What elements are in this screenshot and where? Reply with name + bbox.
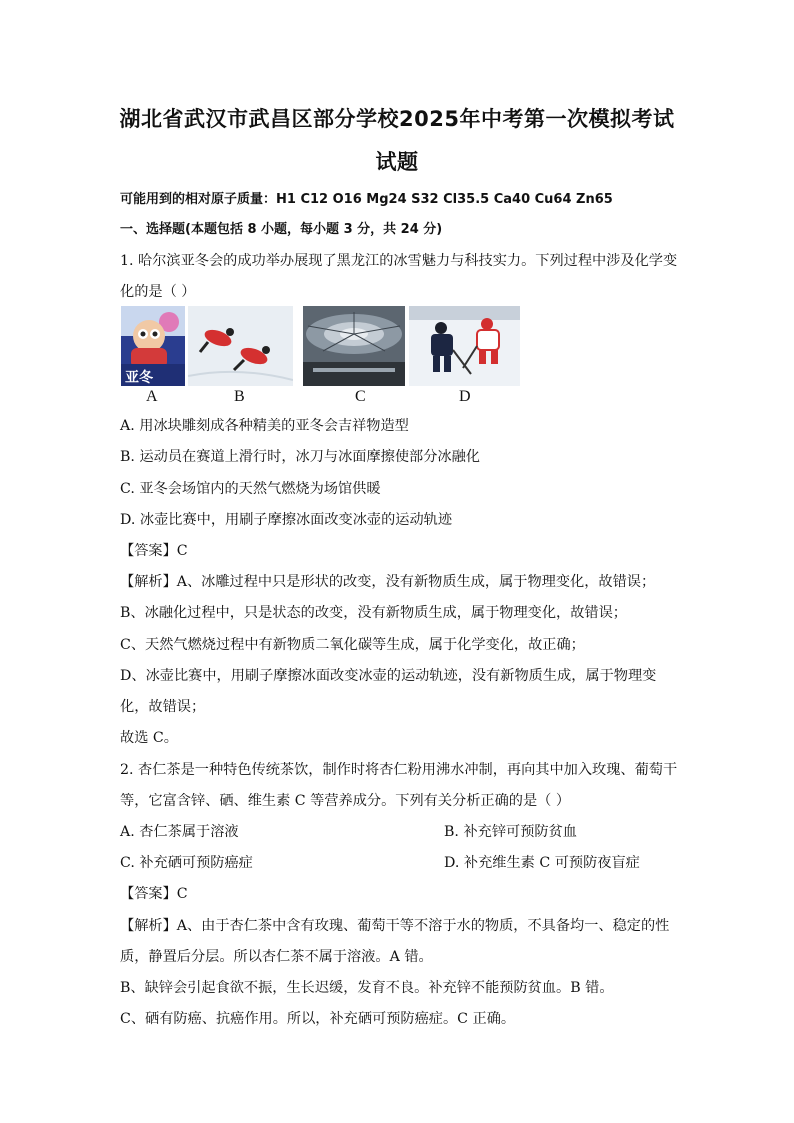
page-title-line2: 试题 xyxy=(375,150,419,174)
question-2-analysis-line: 质，静置后分层。所以杏仁茶不属于溶液。A 错。 xyxy=(120,949,433,965)
question-2-option-a: A. 杏仁茶属于溶液 xyxy=(120,824,239,840)
section-heading: 一、选择题(本题包括 8 小题，每小题 3 分，共 24 分) xyxy=(120,222,443,237)
question-1-option-b: B. 运动员在赛道上滑行时，冰刀与冰面摩擦使部分冰融化 xyxy=(120,449,480,465)
question-1-option-a: A. 用冰块雕刻成各种精美的亚冬会吉祥物造型 xyxy=(120,418,409,434)
question-2-analysis-line: B、缺锌会引起食欲不振，生长迟缓，发育不良。补充锌不能预防贫血。B 错。 xyxy=(120,980,614,996)
question-1-analysis-line: 【解析】A、冰雕过程中只是形状的改变，没有新物质生成，属于物理变化，故错误； xyxy=(120,574,656,590)
question-1-analysis-line: B、冰融化过程中，只是状态的改变，没有新物质生成，属于物理变化，故错误； xyxy=(120,605,627,621)
photo-d-ice-hockey xyxy=(409,306,520,386)
question-1-option-d: D. 冰壶比赛中，用刷子摩擦冰面改变冰壶的运动轨迹 xyxy=(120,512,453,528)
question-1-answer: 【答案】C xyxy=(120,543,188,559)
question-1-analysis-line: 化，故错误； xyxy=(120,699,206,715)
question-2-answer: 【答案】C xyxy=(120,886,188,902)
question-2-option-b: B. 补充锌可预防贫血 xyxy=(444,824,577,840)
question-2-analysis-line: 【解析】A、由于杏仁茶中含有玫瑰、葡萄干等不溶于水的物质，不具备均一、稳定的性 xyxy=(120,918,670,934)
question-2-analysis-line: C、硒有防癌、抗癌作用。所以，补充硒可预防癌症。C 正确。 xyxy=(120,1011,516,1027)
question-1-analysis-line: 故选 C。 xyxy=(120,730,178,746)
photo-b-speed-skaters xyxy=(188,306,293,386)
question-2-option-d: D. 补充维生素 C 可预防夜盲症 xyxy=(444,855,640,871)
question-2-stem-cont: 等，它富含锌、硒、维生素 C 等营养成分。下列有关分析正确的是（ ） xyxy=(120,793,571,809)
photo-c-arena xyxy=(303,306,405,386)
question-1-analysis-line: D、冰壶比赛中，用刷子摩擦冰面改变冰壶的运动轨迹，没有新物质生成，属于物理变 xyxy=(120,668,657,684)
photo-label-c: C xyxy=(355,388,366,405)
page-title: 湖北省武汉市武昌区部分学校2025年中考第一次模拟考试 xyxy=(119,107,675,131)
question-1-stem-cont: 化的是（ ） xyxy=(120,284,196,300)
photo-a-mascot xyxy=(121,306,185,386)
question-1-option-c: C. 亚冬会场馆内的天然气燃烧为场馆供暖 xyxy=(120,481,381,497)
atomic-masses-line: 可能用到的相对原子质量：H1 C12 O16 Mg24 S32 Cl35.5 Ca40 Cu64 Zn65 xyxy=(120,192,613,207)
photo-label-a: A xyxy=(146,388,158,405)
question-2-stem: 2. 杏仁茶是一种特色传统茶饮，制作时将杏仁粉用沸水冲制，再向其中加入玫瑰、葡萄干 xyxy=(120,762,678,778)
question-1-stem: 1. 哈尔滨亚冬会的成功举办展现了黑龙江的冰雪魅力与科技实力。下列过程中涉及化学变 xyxy=(120,253,678,269)
photo-label-b: B xyxy=(234,388,245,405)
question-1-analysis-line: C、天然气燃烧过程中有新物质二氧化碳等生成，属于化学变化，故正确； xyxy=(120,637,585,653)
question-2-option-c: C. 补充硒可预防癌症 xyxy=(120,855,253,871)
svg-text:亚冬: 亚冬 xyxy=(125,370,153,386)
photo-label-d: D xyxy=(459,388,471,405)
